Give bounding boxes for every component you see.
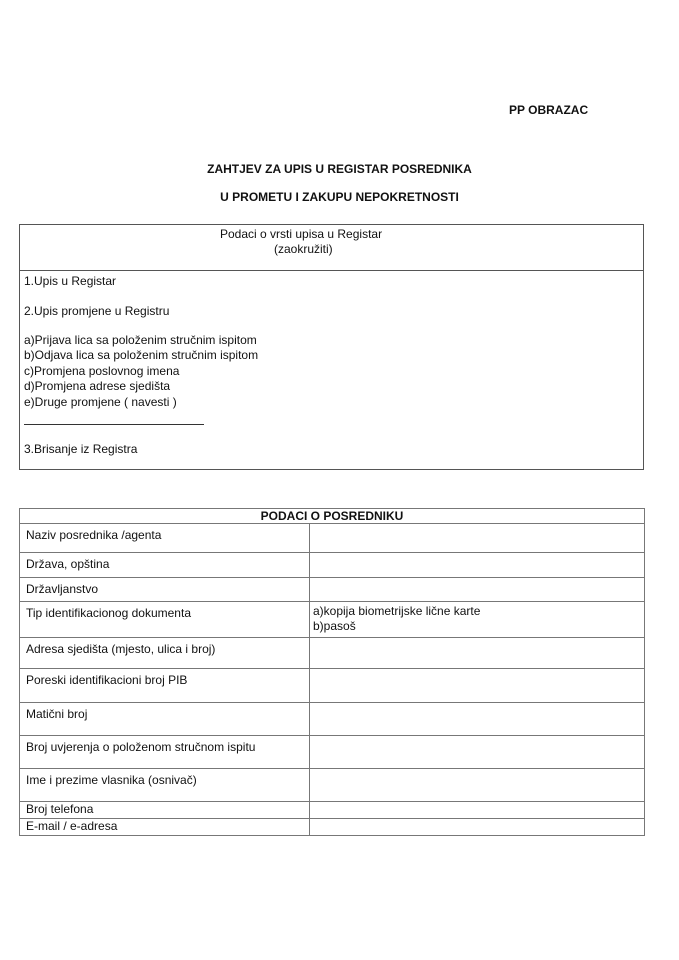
entry-type-header-note: (zaokružiti) [274,242,333,256]
row-label-broker-name: Naziv posrednika /agenta [20,524,310,553]
field-email[interactable] [310,819,645,836]
option-register-change[interactable]: 2.Upis promjene u Registru [24,304,170,318]
row-label-id-document-type: Tip identifikacionog dokumenta [20,602,310,638]
field-id-document-type[interactable] [310,602,645,638]
field-exam-certificate-number[interactable] [310,736,645,769]
change-option-c[interactable]: c)Promjena poslovnog imena [24,363,180,378]
id-option-passport[interactable]: b)pasoš [313,619,356,633]
option-register-entry[interactable]: 1.Upis u Registar [24,274,117,288]
row-label-owner-name: Ime i prezime vlasnika (osnivač) [20,769,310,802]
change-option-d[interactable]: d)Promjena adrese sjedišta [24,379,171,394]
field-headquarters-address[interactable] [310,638,645,669]
broker-details-table [19,508,645,836]
form-title-line1: ZAHTJEV ZA UPIS U REGISTAR POSREDNIKA [207,162,472,176]
row-label-phone: Broj telefona [20,802,310,819]
field-registration-number[interactable] [310,703,645,736]
row-label-registration-number: Matični broj [20,703,310,736]
change-options-list [24,333,258,410]
other-changes-blank-line[interactable] [24,424,204,425]
row-label-tax-id: Poreski identifikacioni broj PIB [20,669,310,703]
entry-type-box [19,224,644,470]
field-country-municipality[interactable] [310,553,645,578]
field-citizenship[interactable] [310,578,645,602]
form-code: PP OBRAZAC [509,103,589,117]
row-label-exam-certificate-number: Broj uvjerenja o položenom stručnom ispitu [20,736,310,769]
row-label-citizenship: Državljanstvo [20,578,310,602]
id-option-biometric-card[interactable]: a)kopija biometrijske lične karte [313,604,481,618]
entry-type-header [20,225,643,271]
row-label-headquarters-address: Adresa sjedišta (mjesto, ulica i broj) [20,638,310,669]
change-option-a[interactable]: a)Prijava lica sa položenim stručnim ispitom [24,333,257,347]
change-option-b[interactable]: b)Odjava lica sa položenim stručnim ispitom [24,348,259,363]
field-broker-name[interactable] [310,524,645,553]
entry-type-header-title: Podaci o vrsti upisa u Registar [220,227,383,241]
row-label-country-municipality: Država, opština [20,553,310,578]
row-label-email: E-mail / e-adresa [20,819,310,836]
change-option-e[interactable]: e)Druge promjene ( navesti ) [24,394,177,409]
option-register-deletion[interactable]: 3.Brisanje iz Registra [24,442,138,456]
field-owner-name[interactable] [310,769,645,802]
field-phone[interactable] [310,802,645,819]
form-title-line2: U PROMETU I ZAKUPU NEPOKRETNOSTI [220,190,459,204]
broker-details-header: PODACI O POSREDNIKU [20,509,645,524]
field-tax-id[interactable] [310,669,645,703]
